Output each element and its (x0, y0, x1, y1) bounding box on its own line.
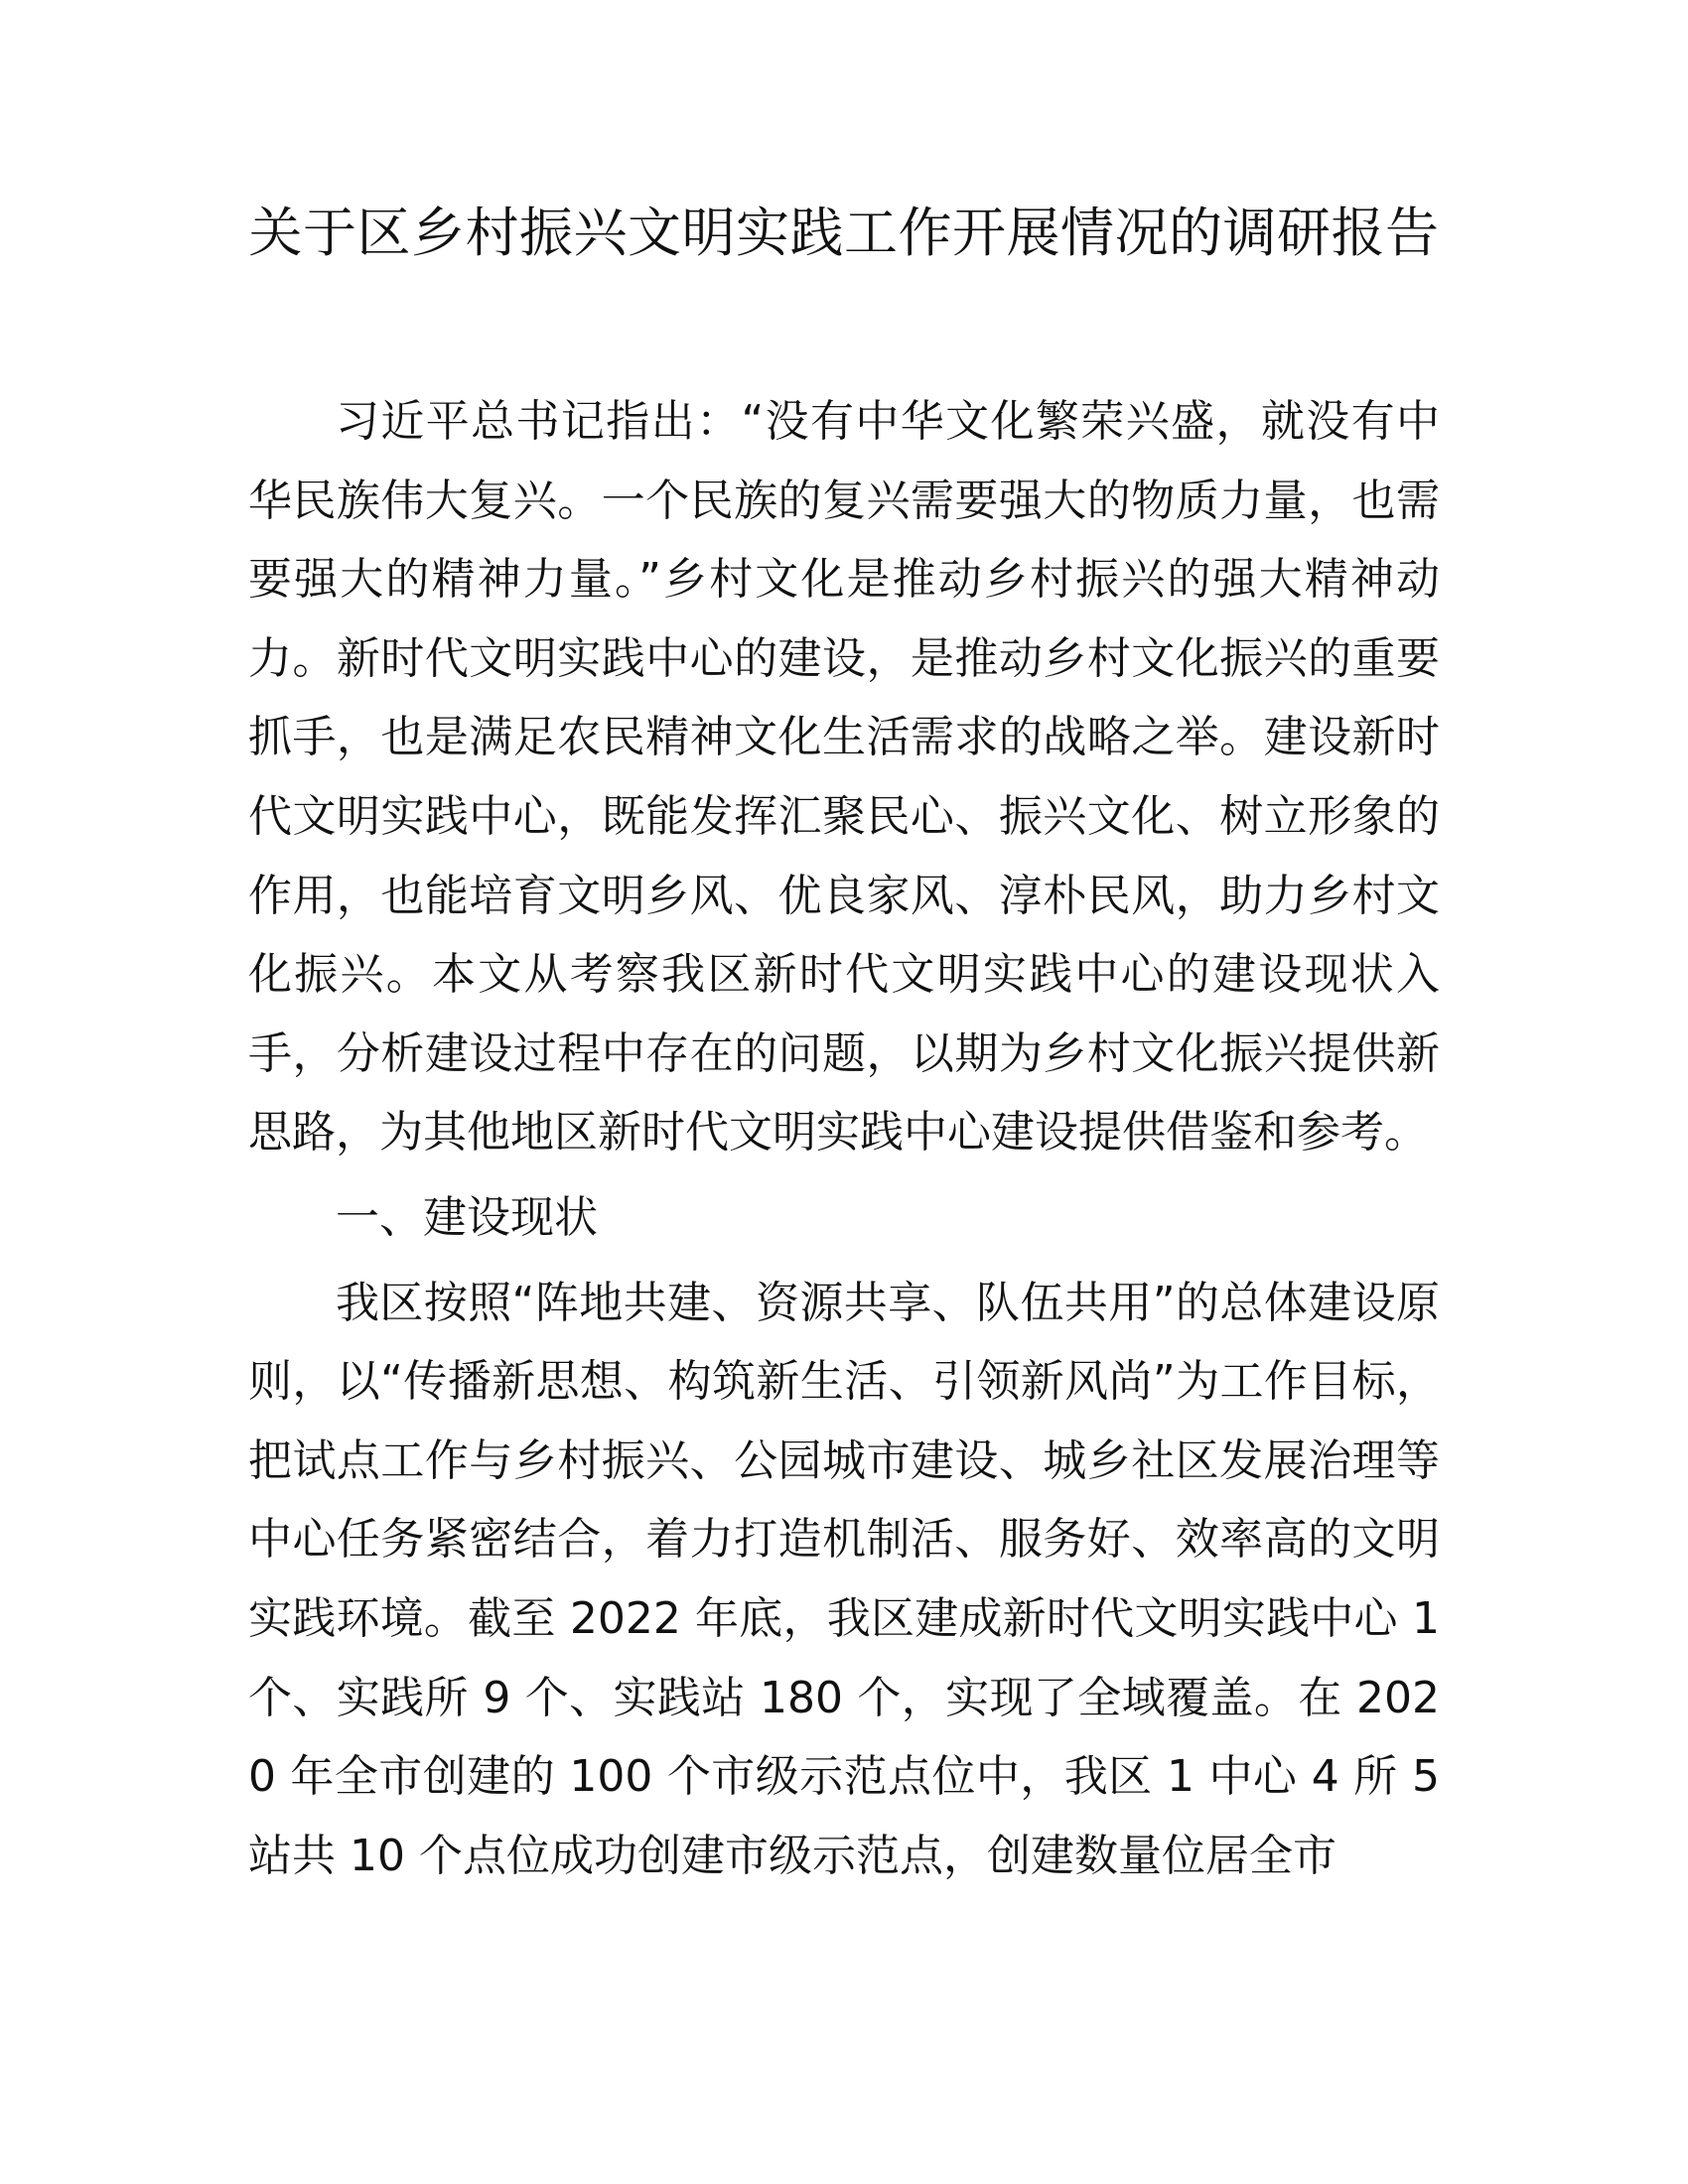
intro-paragraph: 习近平总书记指出：“没有中华文化繁荣兴盛，就没有中华民族伟大复兴。一个民族的复兴需要强大的物质力量，也需要强大的精神力量。”乡村文化是推动乡村振兴的强大精神动力。新时代文明实践中心的建设，是推动乡村文化振兴的重要抓手，也是满足农民精神文化生活需求的战略之举。建设新时代文明实践中心，既能发挥汇聚民心、振兴文化、树立形象的作用，也能培育文明乡风、优良家风、淳朴民风，助力乡村文化振兴。本文从考察我区新时代文明实践中心的建设现状入手，分析建设过程中存在的问题，以期为乡村文化振兴提供新思路，为其他地区新时代文明实践中心建设提供借鉴和参考。 (248, 396, 1440, 1159)
section-paragraph: 我区按照“阵地共建、资源共享、队伍共用”的总体建设原则，以“传播新思想、构筑新生活、引领新风尚”为工作目标，把试点工作与乡村振兴、公园城市建设、城乡社区发展治理等中心任务紧密结合，着力打造机制活、服务好、效率高的文明实践环境。截至 2022 年底，我区建成新时代文明实践中心 1 个、实践所 9 个、实践站 180 个，实现了全域覆盖。在 2020 年全市创建的 100 个市级示范点位中，我区 1 中心 4 所 5 站共 10 个点位成功创建市级示范点，创建数量位居全市 (248, 1277, 1440, 1881)
document-title: 关于区乡村振兴文明实践工作开展情况的调研报告 (248, 202, 1440, 264)
document-body (248, 382, 1440, 1895)
section-heading: 一、建设现状 (336, 1191, 598, 1243)
